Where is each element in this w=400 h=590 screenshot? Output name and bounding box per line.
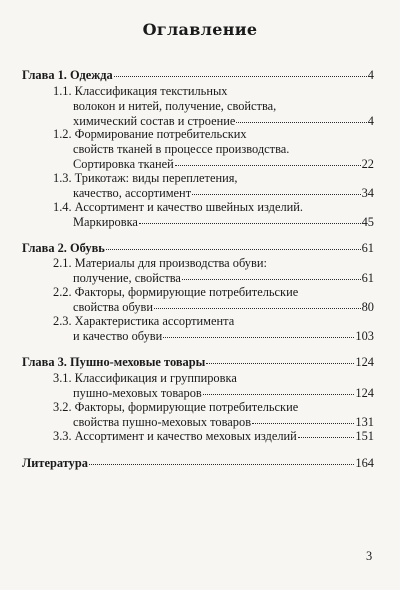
- page-title: Оглавление: [142, 20, 258, 39]
- chapter-title: Глава 1. Одежда: [22, 68, 113, 82]
- section-line: и качество обуви: [73, 328, 163, 343]
- page-ref: 131: [355, 414, 374, 429]
- section-line: свойства пушно-меховых товаров: [73, 414, 252, 429]
- toc-section-3-2: [53, 400, 374, 430]
- dot-leader: [114, 76, 367, 77]
- section-line: 3.1. Классификация и группировка: [53, 371, 237, 385]
- dot-leader: [236, 122, 366, 123]
- chapter-title: Глава 2. Обувь: [22, 241, 105, 255]
- toc-section-3-3: [53, 429, 374, 444]
- page-ref: 61: [361, 270, 374, 285]
- dot-leader: [298, 437, 355, 438]
- section-line: 1.1. Классификация текстильных: [53, 84, 228, 98]
- section-line: химический состав и строение: [73, 113, 236, 128]
- page-ref: 124: [355, 355, 374, 369]
- dot-leader: [175, 165, 361, 166]
- page-ref: 151: [355, 429, 374, 443]
- dot-leader: [192, 194, 361, 195]
- toc-section-1-1: [53, 84, 374, 128]
- section-line: 2.1. Материалы для производства обуви:: [53, 256, 267, 270]
- section-line: 1.3. Трикотаж: виды переплетения,: [53, 171, 238, 185]
- toc-literature: [22, 456, 374, 471]
- dot-leader: [182, 279, 361, 280]
- dot-leader: [89, 464, 354, 465]
- section-line: качество, ассортимент: [73, 185, 192, 200]
- page-ref: 4: [367, 68, 374, 82]
- toc-section-2-1: [53, 256, 374, 286]
- dot-leader: [163, 337, 354, 338]
- dot-leader: [252, 423, 354, 424]
- section-line: волокон и нитей, получение, свойства,: [73, 98, 277, 113]
- chapter-title: Литература: [22, 456, 88, 470]
- section-line: Сортировка тканей: [73, 156, 174, 171]
- dot-leader: [106, 249, 361, 250]
- toc-section-2-2: [53, 285, 374, 315]
- section-line: свойств тканей в процессе производства.: [73, 141, 290, 156]
- section-line: 2.2. Факторы, формирующие потребительские: [53, 285, 299, 299]
- page-ref: 80: [361, 299, 374, 314]
- page-ref: 4: [367, 113, 374, 128]
- section-line: получение, свойства: [73, 270, 181, 285]
- page-ref: 103: [355, 328, 374, 343]
- page-ref: 34: [361, 185, 374, 200]
- section-line: 2.3. Характеристика ассортимента: [53, 314, 235, 328]
- dot-leader: [154, 308, 361, 309]
- dot-leader: [203, 394, 355, 395]
- section-line: 1.4. Ассортимент и качество швейных изделий.: [53, 200, 304, 214]
- toc-section-1-4: [53, 200, 374, 230]
- section-line: 3.3. Ассортимент и качество меховых изделий: [53, 429, 297, 443]
- toc-section-1-2: [53, 127, 374, 171]
- toc-section-2-3: [53, 314, 374, 344]
- toc-chapter-3: [22, 355, 374, 370]
- dot-leader: [206, 363, 354, 364]
- page-ref: 164: [355, 456, 374, 470]
- toc-section-1-3: [53, 171, 374, 201]
- dot-leader: [139, 223, 361, 224]
- page-ref: 124: [355, 385, 374, 400]
- section-line: Маркировка: [73, 214, 138, 229]
- page-ref: 61: [361, 241, 374, 255]
- page-number: 3: [366, 549, 373, 563]
- section-line: 1.2. Формирование потребительских: [53, 127, 247, 141]
- toc-chapter-1: [22, 68, 374, 83]
- toc-chapter-2: [22, 241, 374, 256]
- page-ref: 22: [361, 156, 374, 171]
- section-line: пушно-меховых товаров: [73, 385, 202, 400]
- section-line: свойства обуви: [73, 299, 153, 314]
- chapter-title: Глава 3. Пушно-меховые товары: [22, 355, 206, 369]
- toc-section-3-1: [53, 371, 374, 401]
- page-ref: 45: [361, 214, 374, 229]
- section-line: 3.2. Факторы, формирующие потребительские: [53, 400, 299, 414]
